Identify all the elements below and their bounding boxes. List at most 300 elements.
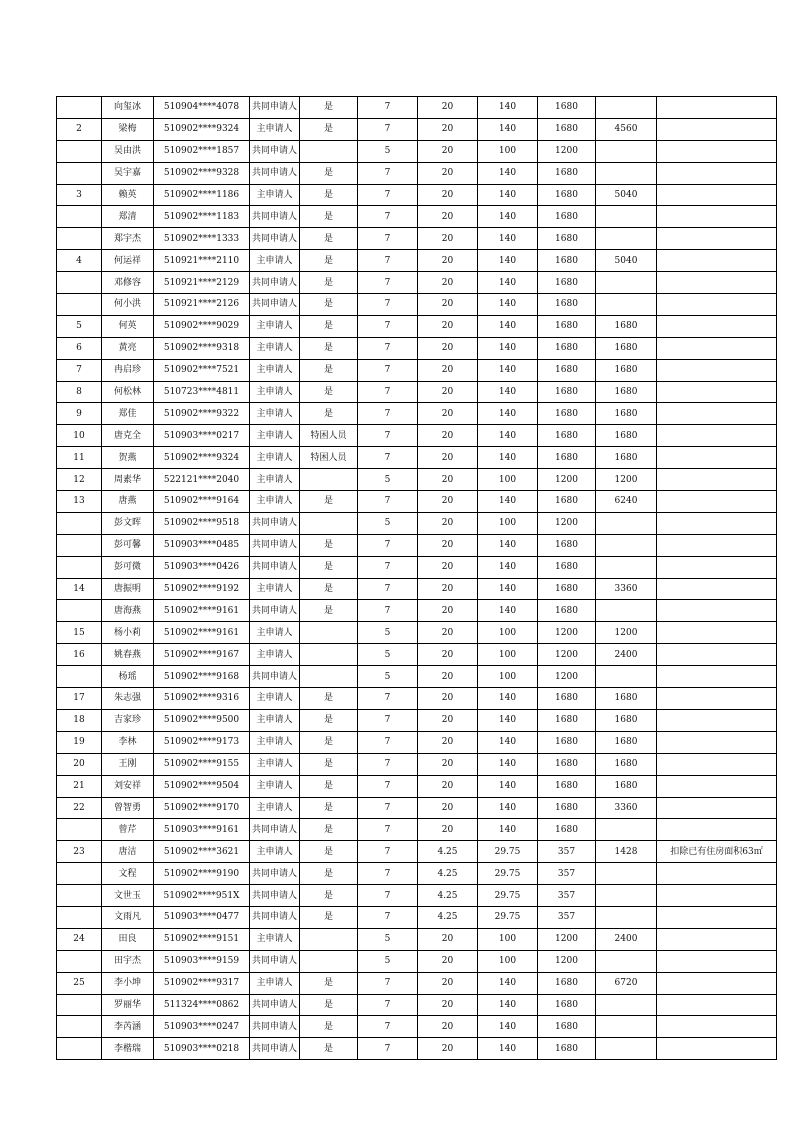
id-number-cell: 510903****0485 [154,534,250,556]
amount-cell: 140 [478,228,538,250]
seq-cell [57,228,102,250]
name-cell: 邓修容 [102,272,154,294]
eligibility-cell: 是 [300,315,358,337]
area-cell: 20 [418,928,478,950]
table-row [57,731,777,753]
id-number-cell: 510902****9164 [154,491,250,513]
area-cell: 20 [418,512,478,534]
role-cell: 共同申请人 [250,228,300,250]
amount-cell: 140 [478,994,538,1016]
seq-cell [57,512,102,534]
seq-cell: 25 [57,972,102,994]
seq-cell: 23 [57,841,102,863]
standard-cell: 5 [358,140,418,162]
area-cell: 20 [418,688,478,710]
eligibility-cell: 是 [300,118,358,140]
annual-cell: 1200 [538,666,596,688]
id-number-cell: 510902****3621 [154,841,250,863]
role-cell: 主申请人 [250,184,300,206]
annual-cell: 1200 [538,928,596,950]
eligibility-cell: 是 [300,972,358,994]
seq-cell: 16 [57,644,102,666]
table-row [57,841,777,863]
name-cell: 彭可微 [102,556,154,578]
remark-cell [657,206,777,228]
id-number-cell: 510902****9151 [154,928,250,950]
area-cell: 20 [418,315,478,337]
seq-cell: 22 [57,797,102,819]
name-cell: 李林 [102,731,154,753]
remark-cell [657,425,777,447]
household-total-cell: 1680 [596,688,657,710]
area-cell: 20 [418,578,478,600]
name-cell: 田宇杰 [102,950,154,972]
annual-cell: 1680 [538,972,596,994]
annual-cell: 1680 [538,578,596,600]
amount-cell: 140 [478,731,538,753]
subsidy-table [56,96,777,1060]
area-cell: 20 [418,994,478,1016]
area-cell: 20 [418,622,478,644]
table-row [57,359,777,381]
standard-cell: 7 [358,841,418,863]
eligibility-cell: 是 [300,775,358,797]
name-cell: 文雨凡 [102,906,154,928]
area-cell: 20 [418,666,478,688]
amount-cell: 140 [478,688,538,710]
name-cell: 黄亮 [102,337,154,359]
household-total-cell: 1680 [596,447,657,469]
area-cell: 20 [418,206,478,228]
role-cell: 共同申请人 [250,534,300,556]
seq-cell [57,819,102,841]
household-total-cell [596,863,657,885]
household-total-cell: 3360 [596,578,657,600]
id-number-cell: 510902****9029 [154,315,250,337]
area-cell: 20 [418,359,478,381]
table-row [57,994,777,1016]
remark-cell [657,491,777,513]
amount-cell: 140 [478,294,538,316]
annual-cell: 1680 [538,228,596,250]
amount-cell: 100 [478,622,538,644]
seq-cell [57,294,102,316]
name-cell: 唐洁 [102,841,154,863]
household-total-cell [596,294,657,316]
table-row [57,184,777,206]
name-cell: 姚春燕 [102,644,154,666]
name-cell: 杨瑶 [102,666,154,688]
annual-cell: 1680 [538,315,596,337]
role-cell: 主申请人 [250,709,300,731]
amount-cell: 100 [478,140,538,162]
household-total-cell [596,206,657,228]
name-cell: 赖英 [102,184,154,206]
role-cell: 共同申请人 [250,556,300,578]
name-cell: 李楷瑞 [102,1038,154,1060]
eligibility-cell: 是 [300,906,358,928]
remark-cell [657,469,777,491]
area-cell: 4.25 [418,906,478,928]
area-cell: 20 [418,447,478,469]
name-cell: 何英 [102,315,154,337]
amount-cell: 140 [478,272,538,294]
name-cell: 冉启珍 [102,359,154,381]
annual-cell: 1680 [538,797,596,819]
name-cell: 李芮涵 [102,1016,154,1038]
seq-cell [57,534,102,556]
household-total-cell [596,819,657,841]
table-row [57,337,777,359]
area-cell: 20 [418,425,478,447]
seq-cell [57,556,102,578]
id-number-cell: 510902****9173 [154,731,250,753]
annual-cell: 1680 [538,994,596,1016]
annual-cell: 1200 [538,950,596,972]
eligibility-cell: 是 [300,250,358,272]
eligibility-cell: 是 [300,491,358,513]
seq-cell: 15 [57,622,102,644]
seq-cell: 21 [57,775,102,797]
household-total-cell [596,666,657,688]
name-cell: 郑佳 [102,403,154,425]
amount-cell: 140 [478,797,538,819]
role-cell: 主申请人 [250,337,300,359]
eligibility-cell: 是 [300,753,358,775]
role-cell: 共同申请人 [250,950,300,972]
table-row [57,688,777,710]
amount-cell: 29.75 [478,885,538,907]
household-total-cell [596,556,657,578]
seq-cell [57,950,102,972]
amount-cell: 140 [478,709,538,731]
remark-cell [657,928,777,950]
id-number-cell: 510902****9518 [154,512,250,534]
standard-cell: 7 [358,863,418,885]
household-total-cell [596,885,657,907]
role-cell: 共同申请人 [250,140,300,162]
amount-cell: 100 [478,644,538,666]
amount-cell: 100 [478,928,538,950]
seq-cell [57,1016,102,1038]
id-number-cell: 510903****0247 [154,1016,250,1038]
amount-cell: 140 [478,381,538,403]
role-cell: 主申请人 [250,797,300,819]
standard-cell: 7 [358,753,418,775]
name-cell: 吉家珍 [102,709,154,731]
remark-cell [657,950,777,972]
household-total-cell: 1680 [596,315,657,337]
household-total-cell: 2400 [596,928,657,950]
area-cell: 20 [418,600,478,622]
table-row [57,622,777,644]
amount-cell: 140 [478,775,538,797]
table-row [57,666,777,688]
name-cell: 曾智勇 [102,797,154,819]
table-row [57,578,777,600]
table-row [57,534,777,556]
annual-cell: 1680 [538,731,596,753]
amount-cell: 140 [478,972,538,994]
role-cell: 共同申请人 [250,819,300,841]
standard-cell: 5 [358,666,418,688]
id-number-cell: 510902****9504 [154,775,250,797]
seq-cell: 10 [57,425,102,447]
remark-cell [657,885,777,907]
role-cell: 共同申请人 [250,512,300,534]
seq-cell: 7 [57,359,102,381]
eligibility-cell [300,469,358,491]
name-cell: 曾芹 [102,819,154,841]
role-cell: 共同申请人 [250,162,300,184]
standard-cell: 7 [358,315,418,337]
table-row [57,315,777,337]
role-cell: 主申请人 [250,359,300,381]
table-row [57,1038,777,1060]
annual-cell: 1680 [538,250,596,272]
table-row [57,294,777,316]
table-row [57,469,777,491]
seq-cell [57,1038,102,1060]
amount-cell: 140 [478,250,538,272]
id-number-cell: 510902****9317 [154,972,250,994]
seq-cell: 19 [57,731,102,753]
area-cell: 4.25 [418,863,478,885]
role-cell: 主申请人 [250,972,300,994]
annual-cell: 1680 [538,447,596,469]
remark-cell [657,359,777,381]
standard-cell: 5 [358,928,418,950]
id-number-cell: 510902****9161 [154,600,250,622]
amount-cell: 100 [478,950,538,972]
standard-cell: 7 [358,272,418,294]
id-number-cell: 510902****9161 [154,622,250,644]
seq-cell: 3 [57,184,102,206]
role-cell: 主申请人 [250,644,300,666]
household-total-cell: 5040 [596,184,657,206]
name-cell: 田良 [102,928,154,950]
standard-cell: 7 [358,381,418,403]
seq-cell [57,906,102,928]
id-number-cell: 510902****9190 [154,863,250,885]
annual-cell: 1680 [538,403,596,425]
table-row [57,206,777,228]
remark-cell [657,315,777,337]
household-total-cell [596,534,657,556]
id-number-cell: 511324****0862 [154,994,250,1016]
amount-cell: 29.75 [478,863,538,885]
household-total-cell: 1680 [596,731,657,753]
role-cell: 共同申请人 [250,97,300,119]
standard-cell: 7 [358,797,418,819]
amount-cell: 140 [478,819,538,841]
annual-cell: 1680 [538,97,596,119]
standard-cell: 7 [358,403,418,425]
standard-cell: 7 [358,600,418,622]
name-cell: 向玺冰 [102,97,154,119]
household-total-cell [596,906,657,928]
area-cell: 20 [418,272,478,294]
area-cell: 4.25 [418,841,478,863]
amount-cell: 100 [478,666,538,688]
area-cell: 20 [418,294,478,316]
household-total-cell [596,994,657,1016]
name-cell: 彭文晖 [102,512,154,534]
annual-cell: 1680 [538,534,596,556]
amount-cell: 140 [478,359,538,381]
eligibility-cell: 是 [300,885,358,907]
id-number-cell: 510902****1186 [154,184,250,206]
amount-cell: 140 [478,162,538,184]
remark-cell [657,797,777,819]
name-cell: 贺燕 [102,447,154,469]
id-number-cell: 510902****9170 [154,797,250,819]
household-total-cell: 1200 [596,622,657,644]
standard-cell: 5 [358,644,418,666]
amount-cell: 140 [478,403,538,425]
annual-cell: 1680 [538,162,596,184]
standard-cell: 7 [358,688,418,710]
standard-cell: 7 [358,184,418,206]
eligibility-cell: 是 [300,403,358,425]
standard-cell: 7 [358,1038,418,1060]
eligibility-cell [300,928,358,950]
household-total-cell: 4560 [596,118,657,140]
remark-cell [657,272,777,294]
remark-cell [657,294,777,316]
table-row [57,491,777,513]
table-row [57,709,777,731]
table-row [57,118,777,140]
role-cell: 主申请人 [250,118,300,140]
standard-cell: 7 [358,885,418,907]
annual-cell: 1680 [538,206,596,228]
annual-cell: 1680 [538,688,596,710]
table-row [57,425,777,447]
id-number-cell: 510902****9328 [154,162,250,184]
household-total-cell: 1428 [596,841,657,863]
standard-cell: 7 [358,994,418,1016]
area-cell: 20 [418,775,478,797]
id-number-cell: 510902****7521 [154,359,250,381]
household-total-cell: 6240 [596,491,657,513]
table-row [57,1016,777,1038]
amount-cell: 29.75 [478,841,538,863]
role-cell: 主申请人 [250,775,300,797]
eligibility-cell: 是 [300,709,358,731]
name-cell: 刘安祥 [102,775,154,797]
eligibility-cell [300,950,358,972]
area-cell: 20 [418,797,478,819]
amount-cell: 140 [478,556,538,578]
name-cell: 唐克全 [102,425,154,447]
amount-cell: 140 [478,337,538,359]
seq-cell: 18 [57,709,102,731]
role-cell: 主申请人 [250,403,300,425]
annual-cell: 1680 [538,556,596,578]
id-number-cell: 510902****1857 [154,140,250,162]
eligibility-cell: 特困人员 [300,425,358,447]
role-cell: 共同申请人 [250,272,300,294]
seq-cell: 14 [57,578,102,600]
annual-cell: 357 [538,906,596,928]
eligibility-cell [300,140,358,162]
table-row [57,972,777,994]
eligibility-cell: 是 [300,863,358,885]
household-total-cell: 1680 [596,403,657,425]
id-number-cell: 510902****9192 [154,578,250,600]
name-cell: 罗丽华 [102,994,154,1016]
name-cell: 王刚 [102,753,154,775]
household-total-cell: 6720 [596,972,657,994]
area-cell: 20 [418,162,478,184]
remark-cell [657,863,777,885]
eligibility-cell: 是 [300,381,358,403]
area-cell: 20 [418,534,478,556]
household-total-cell [596,1016,657,1038]
standard-cell: 7 [358,775,418,797]
household-total-cell [596,162,657,184]
seq-cell: 4 [57,250,102,272]
household-total-cell [596,97,657,119]
table-row [57,600,777,622]
annual-cell: 1680 [538,337,596,359]
eligibility-cell: 是 [300,206,358,228]
remark-cell [657,1016,777,1038]
household-total-cell [596,272,657,294]
name-cell: 郑清 [102,206,154,228]
seq-cell: 24 [57,928,102,950]
id-number-cell: 510903****0477 [154,906,250,928]
role-cell: 主申请人 [250,622,300,644]
table-row [57,863,777,885]
table-row [57,797,777,819]
standard-cell: 7 [358,731,418,753]
household-total-cell [596,1038,657,1060]
household-total-cell: 1680 [596,359,657,381]
role-cell: 主申请人 [250,753,300,775]
area-cell: 20 [418,731,478,753]
standard-cell: 7 [358,578,418,600]
name-cell: 吴由洪 [102,140,154,162]
eligibility-cell [300,666,358,688]
household-total-cell: 1200 [596,469,657,491]
table-row [57,403,777,425]
seq-cell [57,97,102,119]
remark-cell [657,381,777,403]
area-cell: 20 [418,469,478,491]
amount-cell: 140 [478,184,538,206]
table-body [57,97,777,1060]
role-cell: 主申请人 [250,250,300,272]
eligibility-cell: 是 [300,994,358,1016]
seq-cell [57,206,102,228]
eligibility-cell: 是 [300,841,358,863]
remark-cell [657,447,777,469]
standard-cell: 7 [358,118,418,140]
seq-cell [57,600,102,622]
name-cell: 周素华 [102,469,154,491]
eligibility-cell: 是 [300,600,358,622]
remark-cell [657,118,777,140]
id-number-cell: 510902****9322 [154,403,250,425]
remark-cell [657,162,777,184]
amount-cell: 140 [478,1038,538,1060]
standard-cell: 5 [358,622,418,644]
eligibility-cell: 是 [300,688,358,710]
role-cell: 主申请人 [250,381,300,403]
id-number-cell: 510723****4811 [154,381,250,403]
